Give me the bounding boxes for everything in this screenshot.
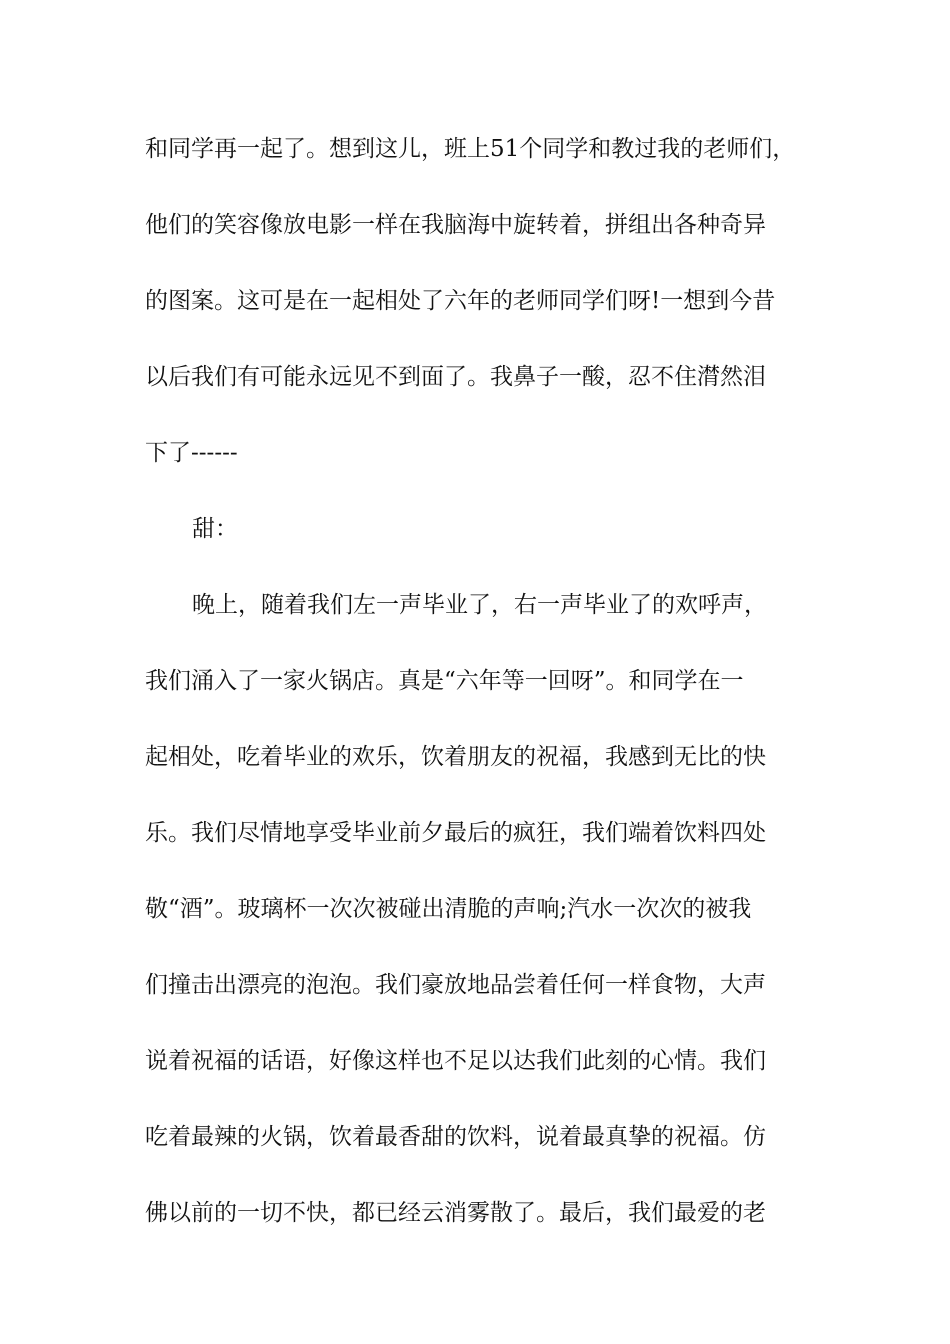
paragraph-start: 晚上，随着我们左一声毕业了，右一声毕业了的欢呼声， (192, 592, 767, 618)
text-line: 敬“酒”。玻璃杯一次次被碰出清脆的声响;汽水一次次的被我 (145, 896, 752, 922)
text-line: 乐。我们尽情地享受毕业前夕最后的疯狂，我们端着饮料四处 (145, 820, 766, 846)
body-text (145, 124, 825, 1264)
text-line: 吃着最辣的火锅，饮着最香甜的饮料，说着最真挚的祝福。仿 (145, 1124, 766, 1150)
text-line: 以后我们有可能永远见不到面了。我鼻子一酸，忍不住潸然泪 (145, 364, 766, 390)
text-line: 的图案。这可是在一起相处了六年的老师同学们呀!一想到今昔 (145, 288, 776, 314)
text-line: 他们的笑容像放电影一样在我脑海中旋转着，拼组出各种奇异 (145, 212, 766, 238)
text-line: 佛以前的一切不快，都已经云消雾散了。最后，我们最爱的老 (145, 1200, 766, 1226)
text-line: 说着祝福的话语，好像这样也不足以达我们此刻的心情。我们 (145, 1048, 766, 1074)
text-line: 下了------ (145, 440, 238, 466)
text-line: 我们涌入了一家火锅店。真是“六年等一回呀”。和同学在一 (145, 668, 744, 694)
text-line: 起相处，吃着毕业的欢乐，饮着朋友的祝福，我感到无比的快 (145, 744, 766, 770)
text-line: 和同学再一起了。想到这儿，班上51个同学和教过我的老师们， (145, 136, 796, 162)
text-line: 们撞击出漂亮的泡泡。我们豪放地品尝着任何一样食物，大声 (145, 972, 766, 998)
section-heading: 甜： (192, 516, 238, 542)
